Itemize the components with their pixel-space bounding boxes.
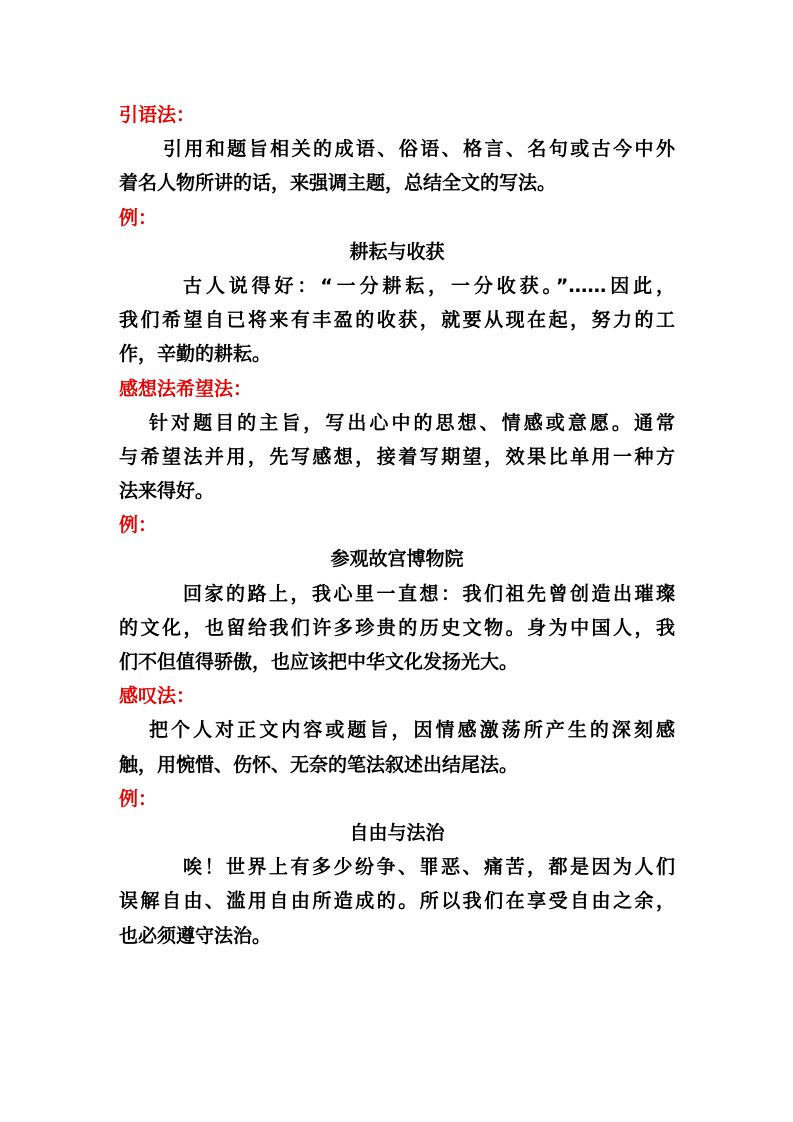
example-body-line: 回家的路上，我心里一直想：我们祖先曾创造出璀璨 bbox=[183, 582, 675, 605]
example-body-line: 唉！世界上有多少纷争、罪恶、痛苦，都是因为人们 bbox=[183, 856, 675, 879]
example-label: 例： bbox=[119, 206, 158, 229]
section-desc-line: 把个人对正文内容或题旨，因情感激荡所产生的深刻感 bbox=[149, 719, 675, 742]
section-heading-quotation: 引语法： bbox=[119, 104, 196, 126]
example-body-line: 作，辛勤的耕耘。 bbox=[119, 343, 272, 366]
example-body-line: 也必须遵守法治。 bbox=[119, 924, 272, 947]
example-body-line: 古人说得好：“一分耕耘，一分收获。”……因此， bbox=[183, 274, 675, 297]
example-title: 耕耘与收获 bbox=[349, 240, 445, 263]
section-desc-line: 触，用惋惜、伤怀、无奈的笔法叙述出结尾法。 bbox=[119, 753, 519, 776]
section-heading-exclamation: 感叹法： bbox=[119, 685, 196, 708]
example-body-line: 我们希望自已将来有丰盈的收获，就要从现在起，努力的工 bbox=[119, 309, 675, 332]
section-desc-line: 着名人物所讲的话，来强调主题，总结全文的写法。 bbox=[119, 172, 557, 195]
example-title: 自由与法治 bbox=[349, 821, 445, 844]
example-body-line: 误解自由、滥用自由所造成的。所以我们在享受自由之余， bbox=[119, 890, 675, 913]
example-label: 例： bbox=[119, 787, 158, 810]
example-title: 参观故宫博物院 bbox=[330, 548, 464, 571]
section-desc-line: 针对题目的主旨，写出心中的思想、情感或意愿。通常 bbox=[149, 411, 675, 434]
document-page bbox=[119, 98, 675, 953]
section-heading-reflection: 感想法希望法： bbox=[119, 377, 253, 400]
example-body-line: 的文化，也留给我们许多珍贵的历史文物。身为中国人，我 bbox=[119, 616, 675, 639]
example-body-line: 们不但值得骄傲，也应该把中华文化发扬光大。 bbox=[119, 651, 519, 673]
section-desc-line: 法来得好。 bbox=[119, 480, 215, 503]
section-desc-line: 与希望法并用，先写感想，接着写期望，效果比单用一种方 bbox=[119, 445, 675, 468]
example-label: 例： bbox=[119, 514, 158, 537]
section-desc-line: 引用和题旨相关的成语、俗语、格言、名句或古今中外 bbox=[163, 138, 675, 161]
